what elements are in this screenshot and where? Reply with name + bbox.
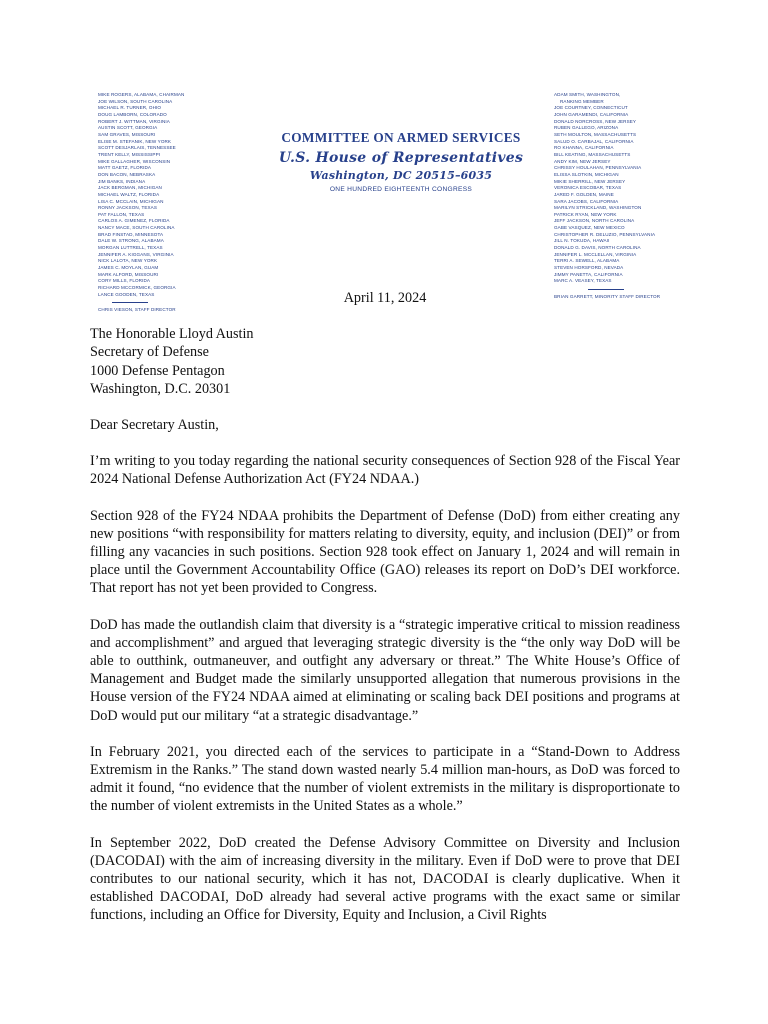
city-zip: Washington, DC 20515–6035 <box>309 169 493 182</box>
member-name: JARED F. GOLDEN, MAINE <box>554 191 614 197</box>
member-name: VERONICA ESCOBAR, TEXAS <box>554 185 622 191</box>
member-name: BILL KEATING, MASSACHUSETTS <box>554 151 631 157</box>
staff-director: BRIAN GARRETT, MINORITY STAFF DIRECTOR <box>554 294 661 300</box>
member-name: MARC A. VEASEY, TEXAS <box>554 278 612 284</box>
member-name: JAMES C. MOYLAN, GUAM <box>98 265 159 271</box>
member-name: JOE WILSON, SOUTH CAROLINA <box>98 98 173 104</box>
member-name: GABE VASQUEZ, NEW MEXICO <box>554 225 625 231</box>
address-line: Secretary of Defense <box>90 344 209 361</box>
member-name: DONALD NORCROSS, NEW JERSEY <box>554 118 637 124</box>
member-name: ADAM SMITH, WASHINGTON, <box>554 92 621 97</box>
member-name: SARA JACOBS, CALIFORNIA <box>554 198 619 204</box>
masthead <box>248 130 554 193</box>
member-name: JIM BANKS, INDIANA <box>98 178 146 184</box>
paragraph: I’m writing to you today regarding the national security consequences of Section 928 of the Fiscal Year 2024 National Defense Authorization Act (FY24 NDAA.) <box>90 453 680 488</box>
member-name: CHRISTOPHER R. DELUZIO, PENNSYLVANIA <box>554 231 656 237</box>
member-name: SCOTT DESJARLAIS, TENNESSEE <box>98 145 176 151</box>
member-name: RANKING MEMBER <box>560 98 604 104</box>
member-name: MIKIE SHERRILL, NEW JERSEY <box>554 178 626 184</box>
paragraph: DoD has made the outlandish claim that diversity is a “strategic imperative critical to mission readiness and accomplishment” and argued that leveraging strategic diversity is the “the only way DoD will be able to outthink, outmaneuver, and outfight any adversary or threat.” The White House’s Office of Management and Budget made the similarly unsupported allegation that numerous provisions in the House version of the FY24 NDAA aimed at eliminating or scaling back DEI positions and programs at DoD would put our military “at a strategic disadvantage.” <box>90 616 680 724</box>
recipient-address <box>90 325 680 398</box>
member-name: RONNY JACKSON, TEXAS <box>98 205 158 211</box>
member-name: BRAD FINSTAD, MINNESOTA <box>98 231 164 237</box>
letter-date: April 11, 2024 <box>343 290 427 306</box>
address-line: Washington, D.C. 20301 <box>90 380 231 397</box>
member-name: DON BACON, NEBRASKA <box>98 171 156 177</box>
member-name: MICHAEL WALTZ, FLORIDA <box>98 191 160 197</box>
house-name: U.S. House of Representatives <box>278 150 524 166</box>
member-name: JEFF JACKSON, NORTH CAROLINA <box>554 218 635 224</box>
member-name: JOE COURTNEY, CONNECTICUT <box>554 105 628 111</box>
minority-roster <box>554 92 684 301</box>
member-name: TRENT KELLY, MISSISSIPPI <box>98 151 161 157</box>
member-name: CARLOS A. GIMENEZ, FLORIDA <box>98 218 170 224</box>
member-name: JILL N. TOKUDA, HAWAII <box>554 238 610 244</box>
congress-label: ONE HUNDRED EIGHTEENTH CONGRESS <box>329 186 473 193</box>
member-name: PAT FALLON, TEXAS <box>98 211 145 217</box>
member-name: DOUG LAMBORN, COLORADO <box>98 111 167 117</box>
member-name: RO KHANNA, CALIFORNIA <box>554 145 614 151</box>
salutation: Dear Secretary Austin, <box>90 417 219 434</box>
member-name: NICK LALOTA, NEW YORK <box>98 258 158 264</box>
member-name: PATRICK RYAN, NEW YORK <box>554 211 617 217</box>
member-name: JIMMY PANETTA, CALIFORNIA <box>554 271 623 277</box>
member-name: CHRISSY HOULAHAN, PENNSYLVANIA <box>554 165 642 171</box>
member-name: MIKE ROGERS, ALABAMA, CHAIRMAN <box>98 92 185 97</box>
member-name: TERRI A. SEWELL, ALABAMA <box>554 258 620 264</box>
member-name: STEVEN HORSFORD, NEVADA <box>554 265 624 271</box>
member-name: RUBEN GALLEGO, ARIZONA <box>554 125 619 131</box>
member-name: ELISSA SLOTKIN, MICHIGAN <box>554 171 619 177</box>
member-name: LANCE GOODEN, TEXAS <box>98 291 155 297</box>
paragraph: Section 928 of the FY24 NDAA prohibits the Department of Defense (DoD) from either creating any new positions “with responsibility for matters relating to diversity, equity, and inclusion (DEI)” or from filling any vacancies in such positions. Section 928 took effect on January 1, 2024 and will remain in place until the Government Accountability Office (GAO) releases its report on DoD’s DEI workforce. That report has not yet been provided to Congress. <box>90 507 680 597</box>
letter-body <box>90 289 680 943</box>
staff-director: CHRIS VIESON, STAFF DIRECTOR <box>98 307 176 313</box>
member-name: JOHN GARAMENDI, CALIFORNIA <box>554 111 629 117</box>
member-name: RICHARD MCCORMICK, GEORGIA <box>98 285 176 291</box>
majority-roster <box>98 92 248 314</box>
paragraph: In September 2022, DoD created the Defense Advisory Committee on Diversity and Inclusion (DACODAI) with the aim of increasing diversity in the military. Even if DoD were to prove that DEI contributes to our national security, which it has not, DACODAI is clearly duplicative. When it established DACODAI, DoD already had several active programs with the exact same or similar functions, including an Office for Diversity, Equity and Inclusion, a Civil Rights <box>90 834 680 924</box>
member-name: SAM GRAVES, MISSOURI <box>98 131 156 137</box>
committee-name: COMMITTEE ON ARMED SERVICES <box>281 130 521 145</box>
member-name: MATT GAETZ, FLORIDA <box>98 165 152 171</box>
address-line: The Honorable Lloyd Austin <box>90 326 254 343</box>
paragraph: In February 2021, you directed each of the services to participate in a “Stand-Down to Address Extremism in the Ranks.” The stand down wasted nearly 5.4 million man-hours, as DoD was forced to admit it found, “no evidence that the number of violent extremists in the military is disproportionate to the number of violent extremists in the United States as a whole.” <box>90 743 680 815</box>
member-name: SALUD O. CARBAJAL, CALIFORNIA <box>554 138 634 144</box>
member-name: JENNIFER A. KIGGANS, VIRGINIA <box>98 251 174 257</box>
member-name: MARILYN STRICKLAND, WASHINGTON <box>554 205 642 211</box>
member-name: LISA C. MCCLAIN, MICHIGAN <box>98 198 164 204</box>
member-name: DALE W. STRONG, ALABAMA <box>98 238 164 244</box>
member-name: MICHAEL R. TURNER, OHIO <box>98 105 162 111</box>
member-name: JACK BERGMAN, MICHIGAN <box>98 185 162 191</box>
member-name: NANCY MACE, SOUTH CAROLINA <box>98 225 175 231</box>
member-name: JENNIFER L. MCCLELLAN, VIRGINIA <box>554 251 637 257</box>
member-name: DONALD G. DAVIS, NORTH CAROLINA <box>554 245 641 251</box>
member-name: ELISE M. STEFANIK, NEW YORK <box>98 138 172 144</box>
member-name: AUSTIN SCOTT, GEORGIA <box>98 125 158 131</box>
member-name: MIKE GALLAGHER, WISCONSIN <box>98 158 171 164</box>
address-line: 1000 Defense Pentagon <box>90 362 225 379</box>
member-name: MORGAN LUTTRELL, TEXAS <box>98 245 163 251</box>
member-name: ROBERT J. WITTMAN, VIRGINIA <box>98 118 170 124</box>
member-name: CORY MILLS, FLORIDA <box>98 278 151 284</box>
member-name: MARK ALFORD, MISSOURI <box>98 271 159 277</box>
member-name: ANDY KIM, NEW JERSEY <box>554 158 611 164</box>
member-name: SETH MOULTON, MASSACHUSETTS <box>554 131 637 137</box>
